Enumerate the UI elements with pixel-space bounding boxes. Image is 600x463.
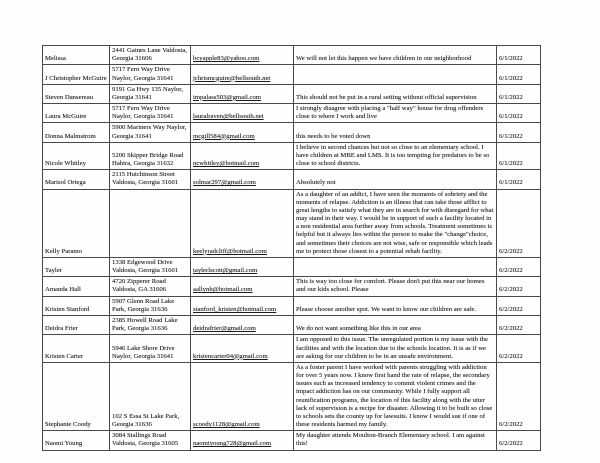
name-cell: Marisol Ortega: [43, 170, 110, 189]
email-link: stanford_kristen@hotmail.com: [193, 305, 277, 313]
email-link: solmar297@gmail.com: [193, 179, 256, 187]
address-cell: 5907 Glenn Road Lake Park, Georgia 31636: [110, 296, 191, 315]
date-cell: 6/2/2022: [497, 277, 541, 296]
email-cell: [191, 257, 294, 276]
date-cell: 6/2/2022: [497, 296, 541, 315]
table-row: [43, 362, 541, 430]
date-cell: 6/1/2022: [497, 84, 541, 103]
address-cell: 2115 Hutchinson Street Valdosta, Georgia 31601: [110, 170, 191, 189]
email-link: jchrismcguire@bellsouth.net: [193, 74, 271, 82]
address-cell: 4720 Zipperer Road Valdosta, GA 31606: [110, 277, 191, 296]
table-row: [43, 170, 541, 189]
table-row: [43, 142, 541, 170]
email-cell: [191, 315, 294, 334]
name-cell: Kristen Carter: [43, 335, 110, 363]
name-cell: J Christopher McGuire: [43, 65, 110, 84]
name-cell: Stephanie Coody: [43, 362, 110, 430]
comment-cell: [294, 65, 497, 84]
name-cell: Steven Dansereau: [43, 84, 110, 103]
email-cell: [191, 142, 294, 170]
date-cell: 6/2/2022: [497, 257, 541, 276]
address-cell: 5946 Lake Shore Drive Naylor, Georgia 31641: [110, 335, 191, 363]
email-link: deidrafrier@gmail.com: [193, 325, 256, 333]
email-link: aallynh@hotmail.com: [193, 286, 253, 294]
email-link: mcgill584@gmail.com: [193, 132, 255, 140]
address-cell: 5717 Fern Way Drive Naylor, Georgia 31641: [110, 65, 191, 84]
table-row: [43, 335, 541, 363]
table-row: [43, 431, 541, 450]
comment-cell: As a daughter of an addict, I have seen the moments of sobriety and the moments of relapse. Addiction is an illness that can take those afflict to great lengths to satisfy what they are in search for with disregard for what may stand in their way. I would be in support of such a facility located in a non residential area further away from schools. Treatment sometimes is helpful but it always lies within the person to make the "change"choice, and sometimes their choices are not wise, safe or responsible which leads me to protect those closest to a potential rehab facility.: [294, 189, 497, 257]
email-link: taylerlscott@gmail.com: [193, 267, 258, 275]
email-cell: [191, 189, 294, 257]
email-link: naomiyoung728@gmail.com: [193, 440, 272, 448]
table-row: [43, 65, 541, 84]
public-comments-table: [42, 45, 541, 451]
name-cell: Melissa: [43, 46, 110, 65]
comment-cell: This is way too close for comfort. Please don't put this near our homes and our kids school. Please: [294, 277, 497, 296]
name-cell: Laura McGuire: [43, 104, 110, 123]
name-cell: Tayler: [43, 257, 110, 276]
address-cell: 5717 Fern Way Drive Naylor, Georgia 31641: [110, 104, 191, 123]
name-cell: Donna Malmstrom: [43, 123, 110, 142]
comment-cell: this needs to be voted down: [294, 123, 497, 142]
date-cell: 6/1/2022: [497, 170, 541, 189]
address-cell: 102 S Essa St Lake Park, Georgia 31636: [110, 362, 191, 430]
email-cell: [191, 431, 294, 450]
name-cell: Kristen Stanford: [43, 296, 110, 315]
email-link: bcyapple83@yahoo.com: [193, 55, 260, 63]
comment-cell: This should not be put in a rural setting without official supervision: [294, 84, 497, 103]
date-cell: 6/2/2022: [497, 315, 541, 334]
email-cell: [191, 296, 294, 315]
name-cell: Naomi Young: [43, 431, 110, 450]
email-cell: [191, 335, 294, 363]
table-row: [43, 296, 541, 315]
email-cell: [191, 84, 294, 103]
email-cell: [191, 123, 294, 142]
date-cell: 6/2/2022: [497, 335, 541, 363]
table-row: [43, 46, 541, 65]
email-link: keelyradcliff@hotmail.com: [193, 247, 267, 255]
comment-cell: I strongly disagree with placing a "half way" house for drug offenders close to where I work and live: [294, 104, 497, 123]
comment-cell: I believe in second chances but not so close to an elementary school. I have children at MBE and LMS. It is too tempting for predators to be so close to school districts.: [294, 142, 497, 170]
address-cell: 2441 Gaines Lane Valdosta, Georgia 31606: [110, 46, 191, 65]
address-cell: 3084 Stallings Road Valdosta, Georgia 31605: [110, 431, 191, 450]
email-link: ncwhitley@hotmail.com: [193, 160, 260, 168]
date-cell: 6/2/2022: [497, 189, 541, 257]
comment-cell: Please choose another spot. We want to know our children are safe.: [294, 296, 497, 315]
comment-cell: We do not want something like this in our area: [294, 315, 497, 334]
date-cell: 6/1/2022: [497, 46, 541, 65]
email-cell: [191, 277, 294, 296]
date-cell: 6/2/2022: [497, 362, 541, 430]
table-row: [43, 315, 541, 334]
name-cell: Kelly Paramo: [43, 189, 110, 257]
email-cell: [191, 362, 294, 430]
name-cell: Amanda Hall: [43, 277, 110, 296]
address-cell: 1338 Edgewood Drive Valdosta, Georgia 31601: [110, 257, 191, 276]
comment-cell: My daughter attends Moulton-Branch Elementary school. I am against this!: [294, 431, 497, 450]
date-cell: 6/1/2022: [497, 104, 541, 123]
address-cell: 5900 Mariners Way Naylor, Georgia 31641: [110, 123, 191, 142]
address-cell: [110, 189, 191, 257]
table-row: [43, 189, 541, 257]
date-cell: 6/1/2022: [497, 65, 541, 84]
date-cell: 6/1/2022: [497, 123, 541, 142]
address-cell: 2385 Howell Road Lake Park, Georgia 31636: [110, 315, 191, 334]
address-cell: 5200 Skipper Bridge Road Hahira, Georgia 31632: [110, 142, 191, 170]
comment-cell: We will not let this happen we have children in our neighborhood: [294, 46, 497, 65]
comments-table-body: [43, 46, 541, 451]
email-cell: [191, 46, 294, 65]
table-row: [43, 84, 541, 103]
email-link: impalass503@gmail.com: [193, 93, 262, 101]
comment-cell: As a foster parent I have worked with parents struggling with addiction for over 5 years now. I know first hand the rate of relapse, the secondary issues such as increased tendency to commit violent crimes and the impact addiction has on our community. While I fully support all reunification programs, the location of this facility along with the utter lack of supervision is a recipe for disaster. Allowing it to be built so close to schools sets the county up for lawsuits. I know I would sue if one of these residents harmed my family.: [294, 362, 497, 430]
table-row: [43, 257, 541, 276]
address-cell: 9191 Ga Hwy 135 Naylor, Georgia 31641: [110, 84, 191, 103]
date-cell: 6/1/2022: [497, 142, 541, 170]
email-link: scoody1128@gmail.com: [193, 421, 260, 429]
email-link: kristencarter04@gmail.com: [193, 352, 268, 360]
name-cell: Nicole Whitley: [43, 142, 110, 170]
email-cell: [191, 170, 294, 189]
name-cell: Deidra Frier: [43, 315, 110, 334]
table-row: [43, 104, 541, 123]
email-link: lauralraven@bellsouth.net: [193, 113, 264, 121]
comment-cell: Absolutely not: [294, 170, 497, 189]
email-cell: [191, 104, 294, 123]
email-cell: [191, 65, 294, 84]
table-row: [43, 123, 541, 142]
comment-cell: I am opposed to this issue. The unregulated portion is my issue with the facilities and with the location due to the schools location. It is as if we are asking for our children to be in an unsafe environment.: [294, 335, 497, 363]
table-row: [43, 277, 541, 296]
comment-cell: [294, 257, 497, 276]
date-cell: 6/2/2022: [497, 431, 541, 450]
